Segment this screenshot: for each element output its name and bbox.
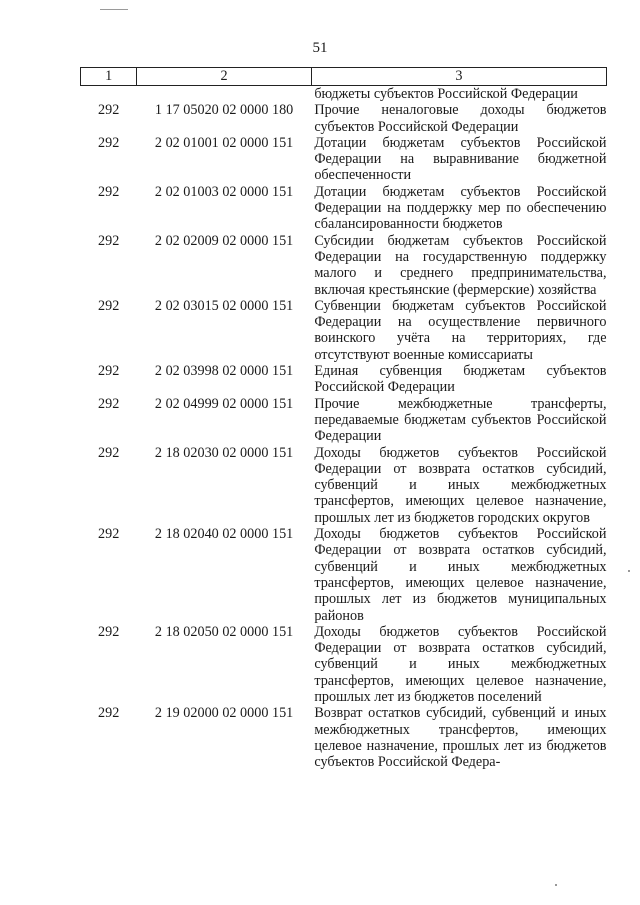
budget-code-cell: 2 02 01003 02 0000 151	[154, 183, 294, 200]
table-header	[81, 68, 607, 86]
admin-code-cell: 292	[98, 183, 120, 200]
continuation-row	[81, 86, 607, 103]
item-name-cell: Единая субвенция бюджетам субъектов Российской Федерации	[314, 363, 607, 396]
table-row	[81, 526, 607, 624]
table-row	[81, 624, 607, 705]
table-row	[81, 445, 607, 526]
item-name-cell: Дотации бюджетам субъектов Российской Федерации на выравнивание бюджетной обеспеченности	[314, 134, 607, 184]
admin-code-cell: 292	[98, 444, 120, 461]
table-row	[81, 298, 607, 363]
table-body	[81, 86, 607, 771]
continuation-empty-1	[81, 86, 137, 103]
budget-code-cell: 2 02 02009 02 0000 151	[154, 232, 294, 249]
admin-code-cell: 292	[98, 102, 120, 119]
admin-code-cell: 292	[98, 232, 120, 249]
item-name-cell: Субсидии бюджетам субъектов Российской Федерации на государственную поддержку малого и среднего предпринимательства, включая крестьянские (фермерские) хозяйства	[314, 232, 607, 298]
continuation-text: бюджеты субъектов Российской Федерации	[314, 86, 578, 102]
table-row	[81, 396, 607, 445]
scan-speck	[555, 884, 557, 886]
column-header-3: 3	[311, 68, 606, 86]
budget-code-cell: 2 18 02050 02 0000 151	[154, 623, 294, 640]
admin-code-cell: 292	[98, 134, 120, 151]
admin-code-cell: 292	[98, 297, 120, 314]
budget-code-cell: 2 02 01001 02 0000 151	[154, 134, 294, 151]
item-name-cell: Доходы бюджетов субъектов Российской Федерации от возврата остатков субсидий, субвенций и иных межбюджетных трансфертов, имеющих целевое назначение, прошлых лет из бюджетов муниципальных районов	[314, 526, 607, 624]
continuation-empty-2	[137, 86, 311, 103]
item-name-cell: Возврат остатков субсидий, субвенций и иных межбюджетных трансфертов, имеющих целевое назначение, прошлых лет из бюджетов субъектов Российской Федера-	[314, 705, 607, 771]
table-row	[81, 184, 607, 233]
admin-code-cell: 292	[98, 395, 120, 412]
item-name-cell: Доходы бюджетов субъектов Российской Федерации от возврата остатков субсидий, субвенций и иных межбюджетных трансфертов, имеющих целевое назначение, прошлых лет из бюджетов поселений	[314, 623, 607, 705]
column-header-1: 1	[81, 68, 137, 86]
budget-code-cell: 2 18 02040 02 0000 151	[154, 526, 294, 543]
table-row	[81, 102, 607, 135]
budget-code-cell: 1 17 05020 02 0000 180	[154, 102, 294, 119]
budget-code-cell: 2 18 02030 02 0000 151	[154, 444, 294, 461]
column-header-2: 2	[137, 68, 311, 86]
table-row	[81, 363, 607, 396]
admin-code-cell: 292	[98, 363, 120, 380]
budget-code-cell: 2 02 03998 02 0000 151	[154, 363, 294, 380]
item-name-cell: Дотации бюджетам субъектов Российской Федерации на поддержку мер по обеспечению сбалансированности бюджетов	[314, 183, 607, 233]
budget-code-cell: 2 19 02000 02 0000 151	[154, 705, 294, 722]
budget-code-cell: 2 02 03015 02 0000 151	[154, 297, 294, 314]
page-number: 51	[312, 40, 328, 56]
item-name-cell: Прочие межбюджетные трансферты, передаваемые бюджетам субъектов Российской Федерации	[314, 395, 607, 445]
scan-mark	[100, 9, 128, 10]
admin-code-cell: 292	[98, 526, 120, 543]
item-name-cell: Доходы бюджетов субъектов Российской Федерации от возврата остатков субсидий, субвенций и иных межбюджетных трансфертов, имеющих целевое назначение, прошлых лет из бюджетов городских округов	[314, 444, 607, 526]
table-row	[81, 705, 607, 770]
table-row	[81, 135, 607, 184]
budget-code-cell: 2 02 04999 02 0000 151	[154, 395, 294, 412]
item-name-cell: Прочие неналоговые доходы бюджетов субъектов Российской Федерации	[314, 102, 607, 135]
header-row	[81, 68, 607, 86]
admin-code-cell: 292	[98, 705, 120, 722]
table-row	[81, 233, 607, 298]
item-name-cell: Субвенции бюджетам субъектов Российской Федерации на осуществление первичного воинского учёта на территориях, где отсутствуют военные комиссариаты	[314, 297, 607, 363]
budget-table	[80, 67, 607, 770]
admin-code-cell: 292	[98, 623, 120, 640]
scan-speck	[628, 570, 630, 572]
